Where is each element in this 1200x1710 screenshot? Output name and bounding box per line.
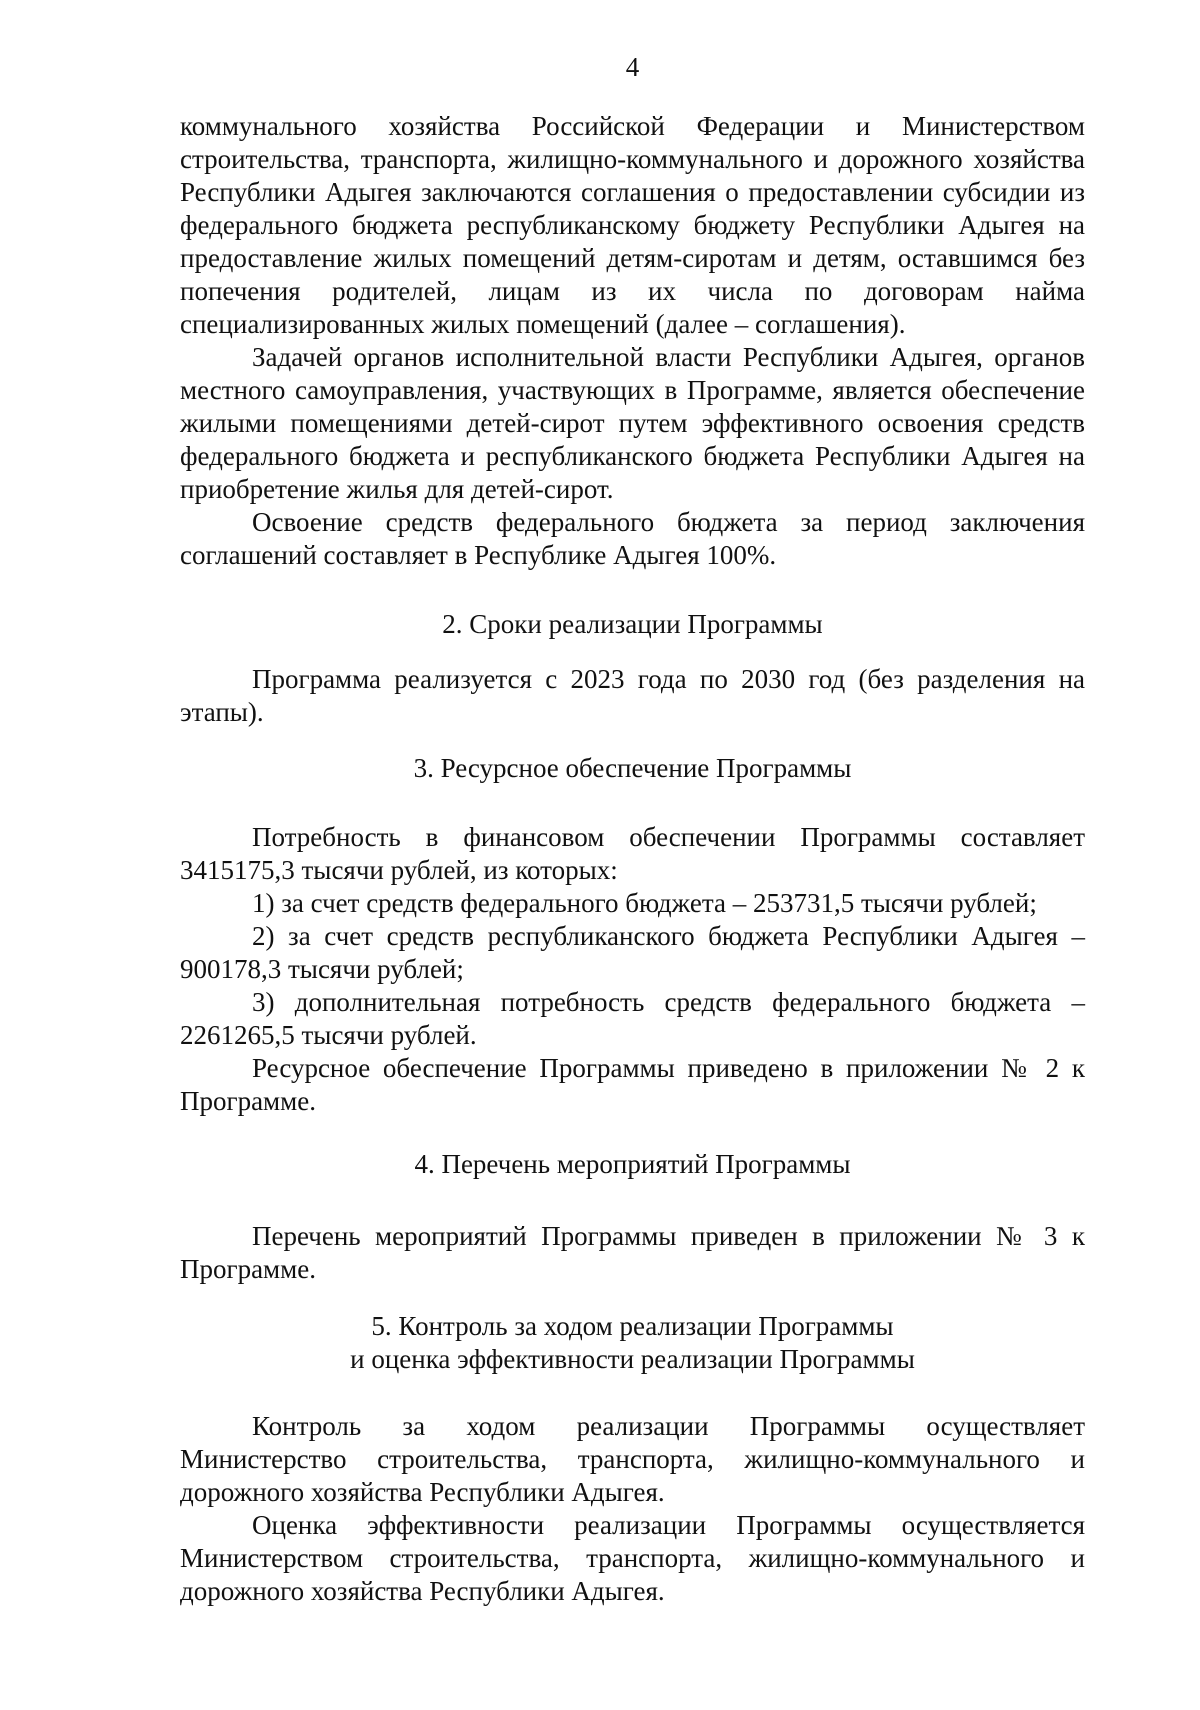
section-3-paragraph-2: Ресурсное обеспечение Программы приведено в приложении № 2 к Программе. (180, 1053, 1085, 1116)
section-5-title-line-1: 5. Контроль за ходом реализации Программы (371, 1311, 894, 1341)
section-2-block (180, 663, 1085, 729)
intro-paragraph-2: Задачей органов исполнительной власти Республики Адыгея, органов местного самоуправления, участвующих в Программе, является обеспечение жилыми помещениями детей-сирот путем эффективного освоения средств федерального бюджета и республиканского бюджета Республики Адыгея на приобретение жилья для детей-сирот. (180, 342, 1085, 504)
section-2-paragraph-1: Программа реализуется с 2023 года по 2030 год (без разделения на этапы). (180, 664, 1085, 727)
section-4-heading (180, 1148, 1085, 1181)
section-2-heading (180, 608, 1085, 641)
intro-paragraph-1: коммунального хозяйства Российской Федерации и Министерством строительства, транспорта, жилищно-коммунального и дорожного хозяйства Республики Адыгея заключаются соглашения о предоставлении субсидии из федерального бюджета республиканскому бюджету Республики Адыгея на предоставление жилых помещений детям-сиротам и детям, оставшимся без попечения родителей, лицам из их числа по договорам найма специализированных жилых помещений (далее – соглашения). (180, 111, 1085, 339)
section-4-paragraph-1: Перечень мероприятий Программы приведен в приложении № 3 к Программе. (180, 1221, 1085, 1284)
section-5-block (180, 1410, 1085, 1608)
section-3-heading (180, 752, 1085, 785)
section-5-paragraph-1: Контроль за ходом реализации Программы осуществляет Министерство строительства, транспорта, жилищно-коммунального и дорожного хозяйства Республики Адыгея. (180, 1411, 1085, 1507)
section-4-block (180, 1220, 1085, 1286)
section-3-item-1: 1) за счет средств федерального бюджета – 253731,5 тысячи рублей; (252, 888, 1037, 918)
section-3-item-2: 2) за счет средств республиканского бюджета Республики Адыгея – 900178,3 тысячи рублей; (180, 921, 1085, 984)
section-5-heading (180, 1310, 1085, 1376)
section-3-title: 3. Ресурсное обеспечение Программы (413, 753, 852, 783)
section-2-title: 2. Сроки реализации Программы (442, 609, 823, 639)
section-4-title: 4. Перечень мероприятий Программы (414, 1149, 851, 1179)
intro-block (180, 110, 1085, 572)
section-3-item-3: 3) дополнительная потребность средств федерального бюджета – 2261265,5 тысячи рублей. (180, 987, 1085, 1050)
section-5-title-line-2: и оценка эффективности реализации Программы (350, 1344, 915, 1374)
document-page (180, 0, 1085, 1710)
intro-paragraph-3: Освоение средств федерального бюджета за период заключения соглашений составляет в Республике Адыгея 100%. (180, 507, 1085, 570)
page-number: 4 (625, 52, 640, 82)
section-5-paragraph-2: Оценка эффективности реализации Программы осуществляется Министерством строительства, транспорта, жилищно-коммунального и дорожного хозяйства Республики Адыгея. (180, 1510, 1085, 1606)
section-3-block (180, 821, 1085, 1118)
section-3-paragraph-1: Потребность в финансовом обеспечении Программы составляет 3415175,3 тысячи рублей, из которых: (180, 822, 1085, 885)
